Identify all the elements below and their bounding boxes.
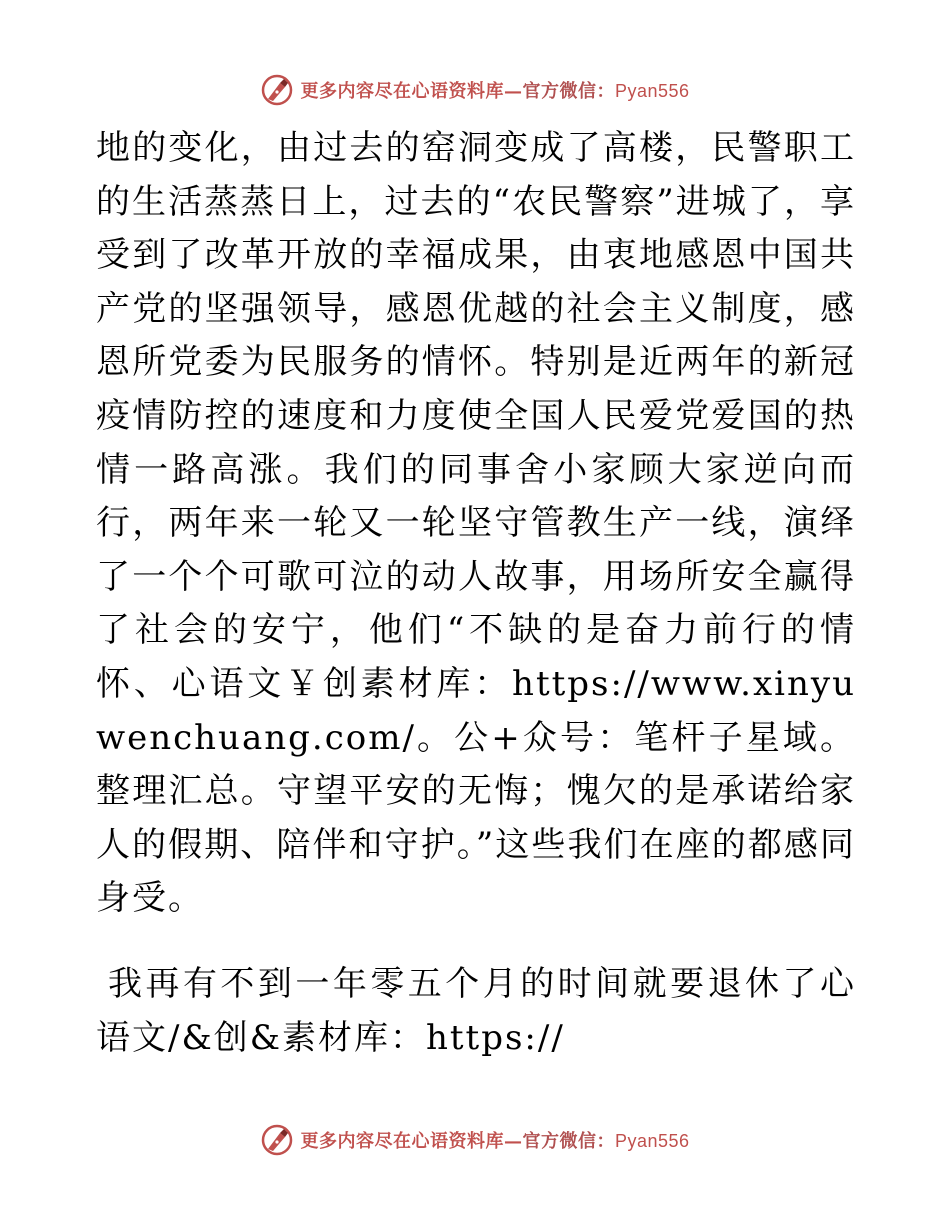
footer-banner-text — [300, 1127, 689, 1153]
header-banner-text — [300, 77, 689, 103]
header-banner-main: 更多内容尽在心语资料库 — [300, 81, 504, 102]
pen-nib-logo-icon — [260, 1123, 294, 1157]
footer-banner-wechat-label: 官方微信： — [522, 1131, 615, 1152]
header-banner-wechat-id: Pyan556 — [614, 81, 690, 101]
body-paragraph-1: 地的变化，由过去的窑洞变成了高楼，民警职工的生活蒸蒸日上，过去的“农民警察”进城了，享受到了改革开放的幸福成果，由衷地感恩中国共产党的坚强领导，感恩优越的社会主义制度，感恩所党委为民服务的情怀。特别是近两年的新冠疫情防控的速度和力度使全国人民爱党爱国的热情一路高涨。我们的同事舍小家顾大家逆向而行，两年来一轮又一轮坚守管教生产一线，演绎了一个个可歌可泣的动人故事，用场所安全赢得了社会的安宁，他们“不缺的是奋力前行的情怀、心语文￥创素材库：https://www.xinyuwenchuang.com/。公+众号：笔杆子星域。整理汇总。守望平安的无悔；愧欠的是承诺给家人的假期、陪伴和守护。”这些我们在座的都感同身受。 — [96, 128, 856, 919]
footer-banner — [0, 1122, 950, 1158]
body-paragraph-2: 我再有不到一年零五个月的时间就要退休了心语文/&创&素材库：https:// — [96, 963, 856, 1058]
header-banner-separator: — — [503, 81, 523, 102]
document-body — [96, 122, 856, 1065]
footer-banner-wechat-id: Pyan556 — [614, 1131, 690, 1151]
header-banner — [0, 72, 950, 108]
pen-nib-logo-icon — [260, 73, 294, 107]
footer-banner-separator: — — [503, 1131, 523, 1152]
header-banner-wechat-label: 官方微信： — [522, 81, 615, 102]
footer-banner-main: 更多内容尽在心语资料库 — [300, 1131, 504, 1152]
